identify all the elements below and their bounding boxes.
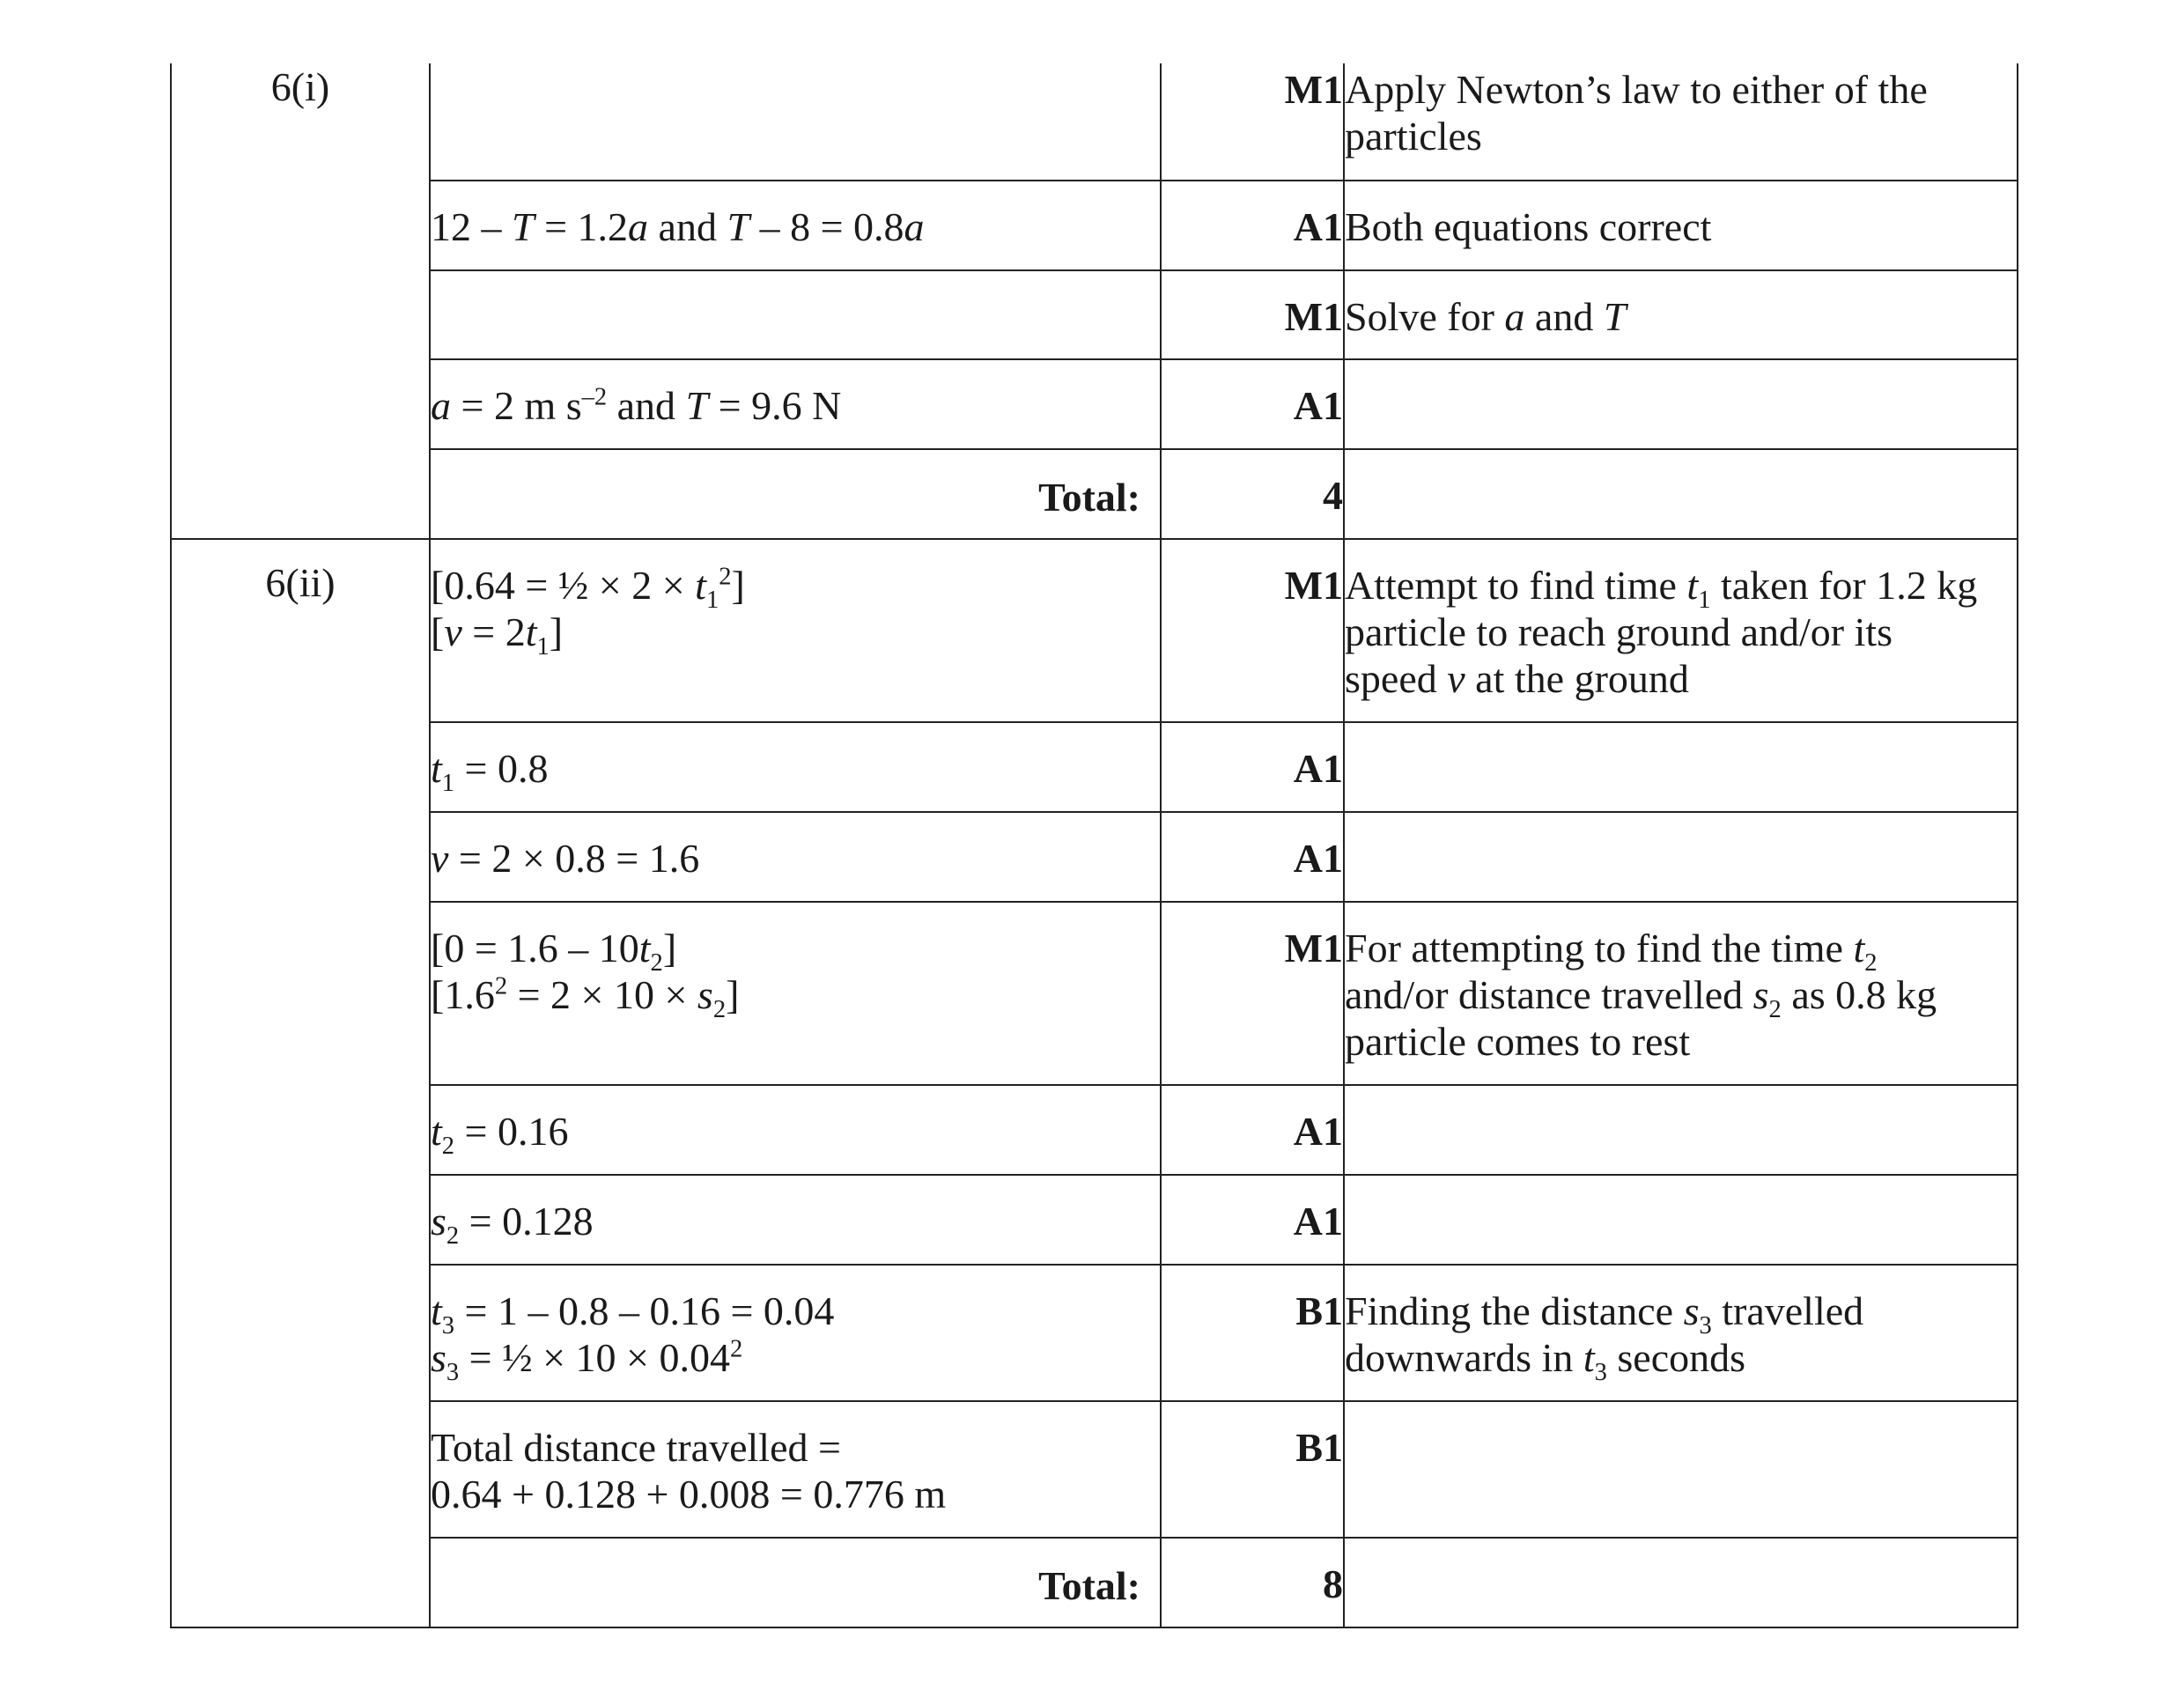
- guidance-cell: [1344, 1175, 2018, 1265]
- guidance-line: speed v at the ground: [1345, 656, 1689, 701]
- answer-cell: [430, 359, 1161, 449]
- mark: M1: [1284, 563, 1343, 608]
- guidance-cell: [1344, 722, 2018, 812]
- mark-cell: [1161, 1538, 1344, 1627]
- mark-cell: [1161, 359, 1344, 449]
- total-mark: 4: [1323, 473, 1343, 518]
- answer-line: v = 2 × 0.8 = 1.6: [431, 836, 700, 881]
- table-row: [171, 1265, 2018, 1401]
- table-row-total: [171, 1538, 2018, 1627]
- guidance-line: particle to reach ground and/or its: [1345, 609, 1893, 654]
- table-row: [171, 63, 2018, 181]
- table-row: [171, 359, 2018, 449]
- mark-cell: [1161, 181, 1344, 270]
- guidance-line: Attempt to find time $t_1$ taken for 1.2 kg: [1345, 563, 1978, 615]
- table-row: [171, 1175, 2018, 1265]
- answer-line: $s_2 = 0.128$: [431, 1199, 594, 1251]
- question-number: 6(ii): [265, 560, 336, 605]
- guidance-cell: [1344, 63, 2018, 181]
- answer-line: 0.64 + 0.128 + 0.008 = 0.776 m: [431, 1472, 947, 1517]
- answer-cell: [430, 812, 1161, 902]
- table-row: [171, 181, 2018, 270]
- table-row: [171, 902, 2018, 1085]
- total-label: Total:: [1038, 1563, 1140, 1608]
- mark: A1: [1293, 746, 1343, 791]
- mark-cell: [1161, 902, 1344, 1085]
- table-row: [171, 812, 2018, 902]
- question-number-cell: [171, 63, 430, 539]
- guidance-line: particle comes to rest: [1345, 1019, 1691, 1064]
- guidance-line: downwards in $t_3$ seconds: [1345, 1335, 1746, 1387]
- total-label-cell: [430, 449, 1161, 539]
- table-row: [171, 539, 2018, 722]
- question-number-cell: [171, 539, 430, 1627]
- guidance-line: For attempting to find the time $t_2$: [1345, 926, 1878, 978]
- guidance-line: Both equations correct: [1345, 204, 1712, 249]
- guidance-cell: [1344, 359, 2018, 449]
- guidance-cell: [1344, 812, 2018, 902]
- guidance-cell: [1344, 1401, 2018, 1538]
- mark-scheme-table: [170, 63, 2018, 1628]
- answer-cell: [430, 1265, 1161, 1401]
- table-row: [171, 1401, 2018, 1538]
- mark: A1: [1293, 383, 1343, 428]
- answer-cell: [430, 1175, 1161, 1265]
- answer-cell: [430, 1085, 1161, 1175]
- answer-cell: [430, 63, 1161, 181]
- guidance-cell: [1344, 449, 2018, 539]
- answer-line: $[0 = 1.6 - 10t_2]$: [431, 926, 677, 978]
- answer-cell: [430, 1401, 1161, 1538]
- mark: B1: [1295, 1288, 1343, 1333]
- answer-line: [0.64 = ½ × $2 \times t_1^2$]: [431, 563, 745, 615]
- mark: A1: [1293, 836, 1343, 881]
- table-row: [171, 270, 2018, 359]
- answer-line: 12 – T = 1.2a and T – 8 = 0.8a: [431, 204, 925, 249]
- mark-cell: [1161, 1175, 1344, 1265]
- guidance-cell: [1344, 902, 2018, 1085]
- guidance-cell: [1344, 539, 2018, 722]
- guidance-cell: [1344, 181, 2018, 270]
- mark-cell: [1161, 63, 1344, 181]
- answer-line: $[1.6^2 = 2 \times 10 \times s_2]$: [431, 972, 740, 1024]
- mark: M1: [1284, 67, 1343, 112]
- answer-line: Total distance travelled =: [431, 1425, 841, 1470]
- guidance-line: Apply Newton’s law to either of the: [1345, 67, 1928, 112]
- answer-line: $s_3$ = ½ × $10 \times 0.04^2$: [431, 1335, 743, 1387]
- mark: M1: [1284, 294, 1343, 339]
- total-label-cell: [430, 1538, 1161, 1627]
- mark-cell: [1161, 1085, 1344, 1175]
- answer-cell: [430, 722, 1161, 812]
- mark: A1: [1293, 1109, 1343, 1154]
- mark-cell: [1161, 722, 1344, 812]
- mark-cell: [1161, 539, 1344, 722]
- guidance-cell: [1344, 1265, 2018, 1401]
- mark: B1: [1295, 1425, 1343, 1470]
- mark-cell: [1161, 1265, 1344, 1401]
- question-number: 6(i): [270, 64, 330, 109]
- mark-cell: [1161, 270, 1344, 359]
- answer-cell: [430, 539, 1161, 722]
- guidance-cell: [1344, 1538, 2018, 1627]
- answer-line: $t_3 = 1 - 0.8 - 0.16 = 0.04$: [431, 1288, 835, 1340]
- answer-cell: [430, 270, 1161, 359]
- mark: A1: [1293, 204, 1343, 249]
- answer-line: a = 2 m $s^{-2}$ and T = 9.6 N: [431, 383, 842, 428]
- mark: M1: [1284, 926, 1343, 970]
- answer-cell: [430, 902, 1161, 1085]
- mark-cell: [1161, 449, 1344, 539]
- answer-line: $t_2 = 0.16$: [431, 1109, 569, 1161]
- table-row: [171, 1085, 2018, 1175]
- table-row: [171, 722, 2018, 812]
- answer-line: $t_1 = 0.8$: [431, 746, 549, 798]
- mark-cell: [1161, 1401, 1344, 1538]
- guidance-line: and/or distance travelled $s_2$ as 0.8 kg: [1345, 972, 1937, 1024]
- guidance-line: particles: [1345, 114, 1482, 159]
- guidance-cell: [1344, 1085, 2018, 1175]
- total-mark: 8: [1323, 1561, 1343, 1606]
- guidance-line: Solve for a and T: [1345, 294, 1627, 339]
- table-row-total: [171, 449, 2018, 539]
- mark-cell: [1161, 812, 1344, 902]
- total-label: Total:: [1038, 475, 1140, 520]
- mark: A1: [1293, 1199, 1343, 1244]
- answer-cell: [430, 181, 1161, 270]
- answer-line: $[v = 2t_1]$: [431, 609, 564, 661]
- guidance-cell: [1344, 270, 2018, 359]
- guidance-line: Finding the distance $s_3$ travelled: [1345, 1288, 1864, 1340]
